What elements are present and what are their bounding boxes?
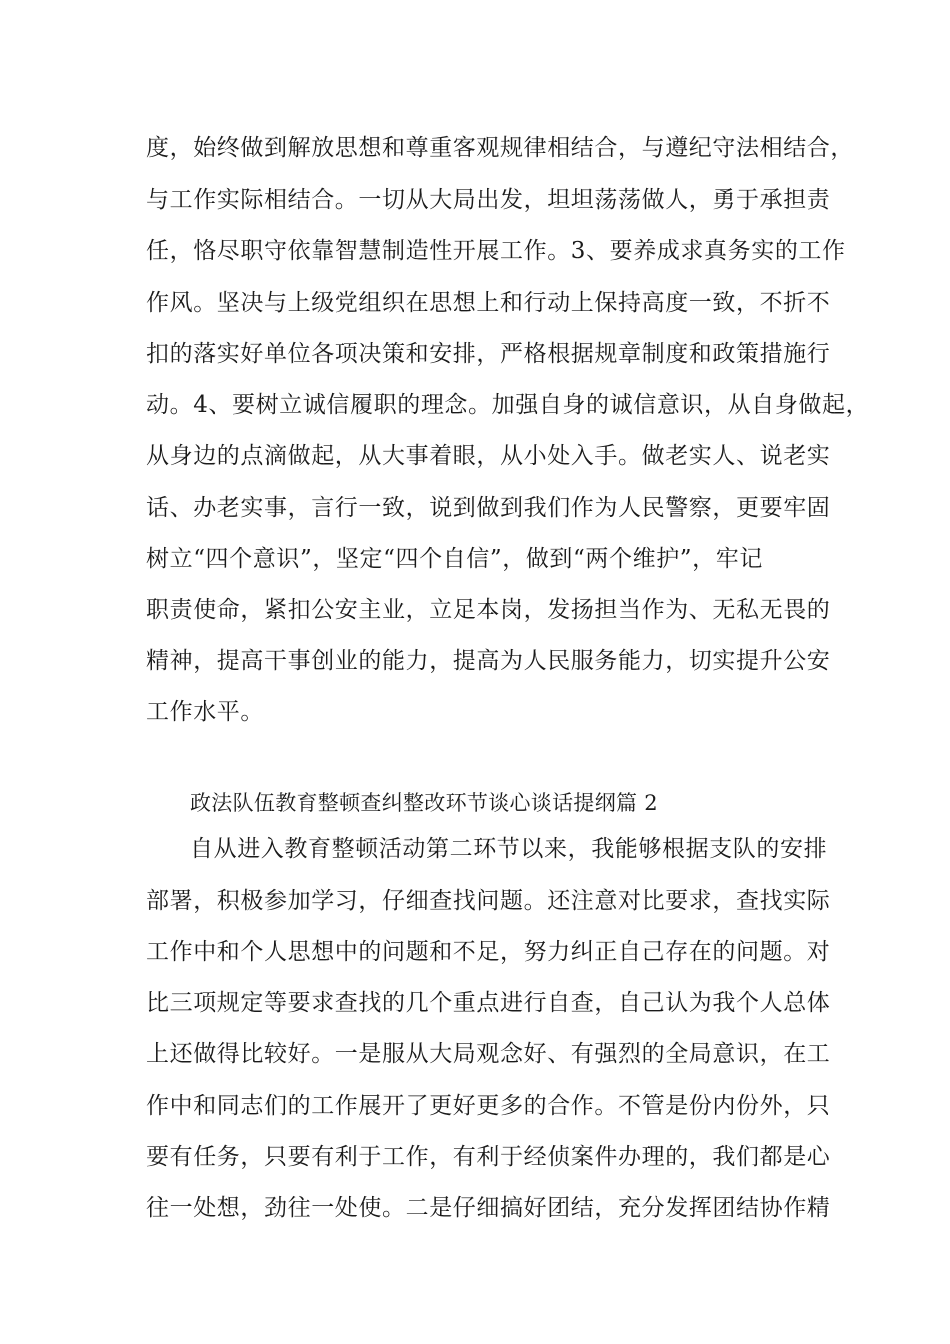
- paragraph-line: 要有任务，只要有利于工作，有利于经侦案件办理的，我们都是心: [146, 1144, 831, 1170]
- paragraph-line: 工作中和个人思想中的问题和不足，努力纠正自己存在的问题。对: [146, 939, 831, 965]
- paragraph-line: 与工作实际相结合。一切从大局出发，坦坦荡荡做人，勇于承担责: [146, 187, 831, 213]
- paragraph-line: 工作水平。: [146, 699, 264, 725]
- paragraph-line: 职责使命，紧扣公安主业，立足本岗，发扬担当作为、无私无畏的: [146, 597, 831, 623]
- paragraph-line: 话、办老实事，言行一致，说到做到我们作为人民警察，更要牢固: [146, 495, 831, 521]
- paragraph-line: 自从进入教育整顿活动第二环节以来，我能够根据支队的安排: [190, 836, 828, 862]
- paragraph-line: 从身边的点滴做起，从大事着眼，从小处入手。做老实人、说老实: [146, 443, 831, 469]
- paragraph-line: 树立“四个意识”，坚定“四个自信”，做到“两个维护”，牢记: [146, 546, 763, 572]
- paragraph-line: 任，恪尽职守依靠智慧制造性开展工作。3、要养成求真务实的工作: [146, 238, 846, 264]
- paragraph-line: 往一处想，劲往一处使。二是仔细搞好团结，充分发挥团结协作精: [146, 1195, 831, 1221]
- section-title: 政法队伍教育整顿查纠整改环节谈心谈话提纲篇 2: [190, 791, 658, 815]
- paragraph-line: 精神，提高干事创业的能力，提高为人民服务能力，切实提升公安: [146, 648, 831, 674]
- paragraph-line: 部署，积极参加学习，仔细查找问题。还注意对比要求，查找实际: [146, 888, 831, 914]
- paragraph-line: 扣的落实好单位各项决策和安排，严格根据规章制度和政策措施行: [146, 341, 831, 367]
- paragraph-line: 上还做得比较好。一是服从大局观念好、有强烈的全局意识，在工: [146, 1041, 831, 1067]
- paragraph-line: 度，始终做到解放思想和尊重客观规律相结合，与遵纪守法相结合，: [146, 135, 854, 161]
- paragraph-line: 作中和同志们的工作展开了更好更多的合作。不管是份内份外，只: [146, 1093, 831, 1119]
- paragraph-line: 比三项规定等要求查找的几个重点进行自查，自己认为我个人总体: [146, 990, 831, 1016]
- paragraph-line: 作风。坚决与上级党组织在思想上和行动上保持高度一致，不折不: [146, 290, 831, 316]
- paragraph-line: 动。4、要树立诚信履职的理念。加强自身的诚信意识，从自身做起，: [146, 392, 870, 418]
